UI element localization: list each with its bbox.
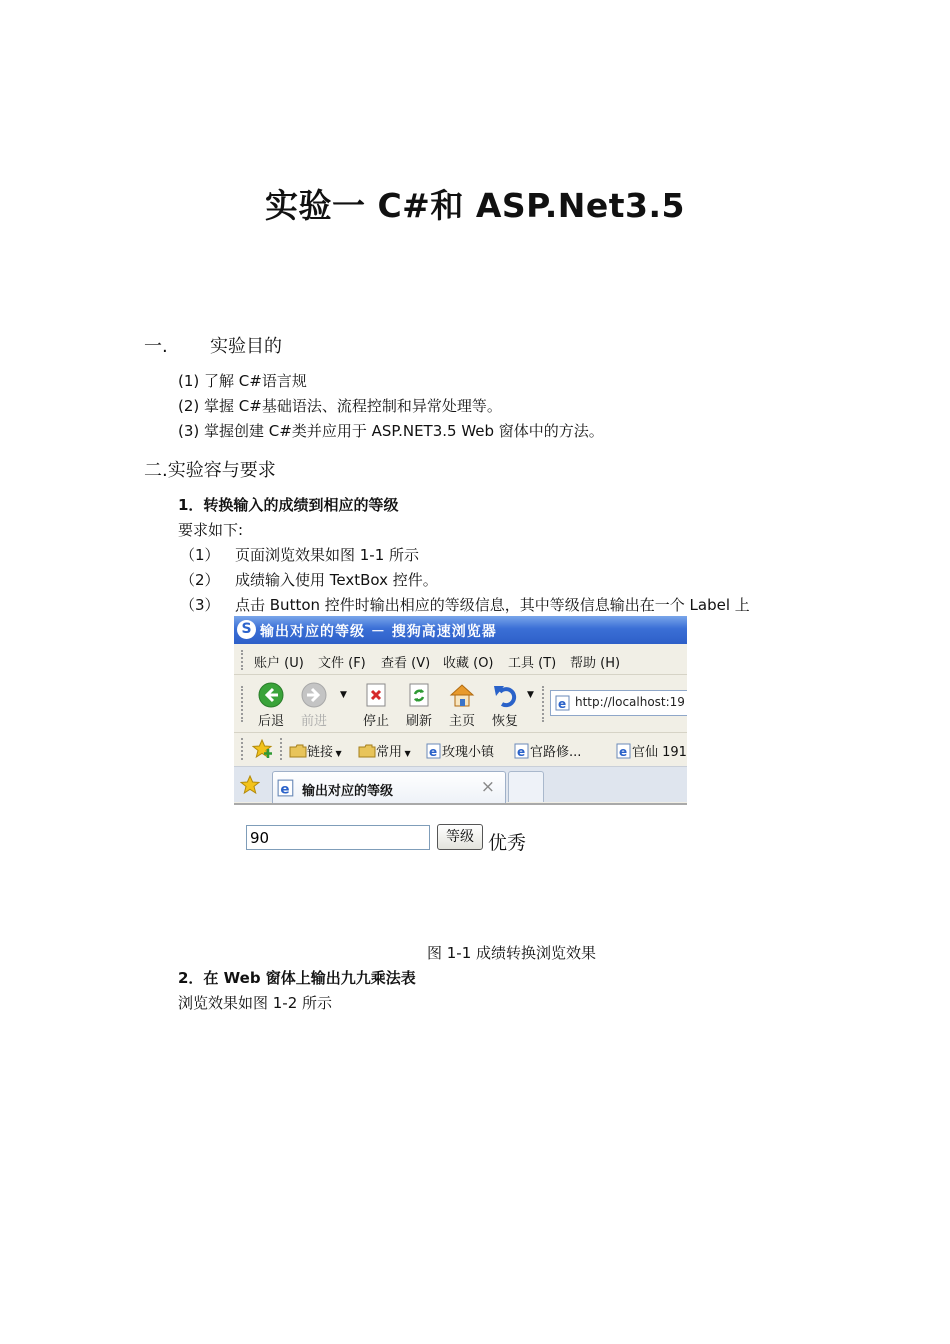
task-1-heading: 1．转换输入的成绩到相应的等级 (178, 496, 399, 514)
requirement-number: （2） (180, 571, 220, 589)
goal-item: (2) 掌握 C#基础语法、流程控制和异常处理等。 (178, 397, 502, 415)
favorite-link[interactable] (514, 741, 581, 760)
ie-page-icon (616, 743, 632, 759)
favorite-link-label: 官路修... (530, 745, 582, 760)
dropdown-arrow-icon[interactable]: ▼ (527, 690, 534, 700)
restore-label: 恢复 (491, 714, 518, 729)
svg-text:e: e (517, 745, 526, 759)
favorites-folder-links[interactable]: 链接 ▼ (289, 741, 342, 760)
refresh-icon (406, 682, 432, 708)
grip-handle-icon (241, 686, 245, 722)
score-input[interactable] (246, 825, 430, 850)
forward-button[interactable] (294, 682, 334, 729)
new-tab-button[interactable] (508, 771, 544, 802)
menu-help[interactable]: 帮助 (H) (570, 656, 621, 671)
back-label: 后退 (257, 714, 284, 729)
active-tab[interactable] (272, 771, 506, 803)
stop-label: 停止 (362, 714, 389, 729)
ie-page-icon (426, 743, 442, 759)
requirement-number: （1） (180, 546, 220, 564)
svg-text:e: e (280, 781, 290, 797)
ie-page-icon (555, 695, 571, 711)
grip-handle-icon (280, 738, 284, 760)
refresh-label: 刷新 (405, 714, 432, 729)
home-button[interactable] (442, 682, 482, 729)
svg-text:e: e (558, 697, 567, 711)
menu-tools[interactable]: 工具 (T) (508, 656, 557, 671)
browser-titlebar (234, 616, 687, 644)
favorite-link[interactable] (426, 741, 494, 760)
section-2-heading: 二.实验容与要求 (144, 460, 276, 481)
home-icon (449, 682, 475, 708)
favorite-link[interactable] (616, 741, 687, 760)
menu-favorites[interactable]: 收藏 (O) (443, 656, 494, 671)
restore-button[interactable] (485, 682, 525, 729)
folder-icon (289, 744, 307, 758)
back-button[interactable] (251, 682, 291, 729)
refresh-button[interactable] (399, 682, 439, 729)
task-2-heading: 2．在 Web 窗体上输出九九乘法表 (178, 969, 416, 987)
figure-caption: 图 1-1 成绩转换浏览效果 (427, 944, 597, 962)
ie-page-icon (514, 743, 530, 759)
svg-text:e: e (619, 745, 628, 759)
favorites-folder-label: 常用 (376, 745, 403, 760)
goal-item: (3) 掌握创建 C#类并应用于 ASP.NET3.5 Web 窗体中的方法。 (178, 422, 604, 440)
star-icon[interactable] (240, 775, 260, 795)
svg-text:e: e (429, 745, 438, 759)
tab-bar (234, 766, 687, 802)
grade-button[interactable]: 等级 (437, 824, 483, 850)
requirement-text: 成绩输入使用 TextBox 控件。 (235, 571, 438, 589)
tab-title: 输出对应的等级 (302, 784, 394, 799)
menu-file[interactable]: 文件 (F) (318, 656, 366, 671)
grip-handle-icon (542, 686, 546, 722)
add-favorite-icon[interactable] (252, 739, 274, 759)
stop-x-icon (363, 682, 389, 708)
section-1-number: 一. (144, 336, 168, 357)
favorite-link-label: 玫瑰小镇 (442, 745, 495, 760)
task-2-intro: 浏览效果如图 1-2 所示 (178, 994, 333, 1012)
task-1-intro: 要求如下: (178, 521, 244, 539)
sogou-logo-icon: S (237, 620, 256, 639)
dropdown-arrow-icon[interactable]: ▼ (340, 690, 347, 700)
stop-button[interactable] (356, 682, 396, 729)
favorites-folder-label: 链接 (307, 745, 334, 760)
arrow-left-circle-icon (258, 682, 284, 708)
undo-icon (492, 682, 518, 708)
ie-page-icon (277, 779, 295, 797)
requirement-text: 页面浏览效果如图 1-1 所示 (235, 546, 420, 564)
grip-handle-icon (241, 650, 245, 670)
document-title: 实验一 C#和 ASP.Net3.5 (264, 186, 686, 225)
close-tab-icon[interactable]: × (480, 777, 495, 797)
grip-handle-icon (241, 738, 245, 760)
favorites-bar (234, 734, 687, 764)
section-1-heading: 实验目的 (210, 336, 282, 357)
home-label: 主页 (448, 714, 475, 729)
favorites-folder-common[interactable]: 常用 ▼ (358, 741, 411, 760)
favorite-link-label: 官仙 191 (632, 745, 687, 760)
address-url: http://localhost:19 (575, 695, 685, 709)
menu-account[interactable]: 账户 (U) (254, 656, 304, 671)
requirement-text: 点击 Button 控件时输出相应的等级信息，其中等级信息输出在一个 Label 上 (235, 596, 750, 614)
requirement-number: （3） (180, 596, 220, 614)
arrow-right-circle-icon (301, 682, 327, 708)
menu-view[interactable]: 查看 (V) (381, 656, 431, 671)
forward-label: 前进 (300, 714, 327, 729)
browser-menubar (234, 646, 687, 675)
browser-title: 输出对应的等级 － 搜狗高速浏览器 (260, 624, 497, 640)
goal-item: (1) 了解 C#语言规 (178, 372, 307, 390)
folder-icon (358, 744, 376, 758)
grade-result-label: 优秀 (488, 832, 527, 854)
browser-toolbar (234, 676, 687, 733)
browser-screenshot (234, 616, 687, 805)
address-bar[interactable] (550, 690, 687, 716)
